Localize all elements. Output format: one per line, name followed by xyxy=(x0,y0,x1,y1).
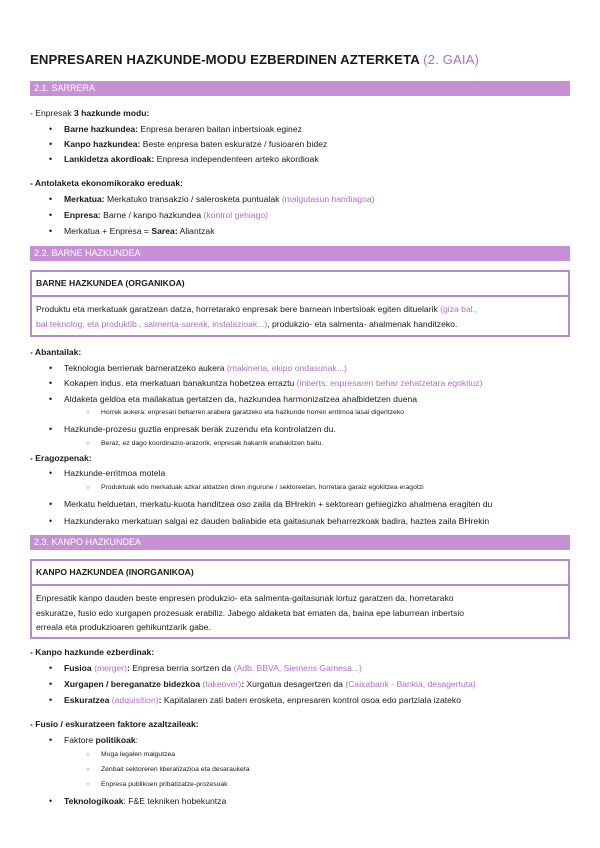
bullet-icon: • xyxy=(49,424,53,434)
models-heading: - Antolaketa ekonomikorako ereduak: xyxy=(30,178,183,188)
list-item: Xurgapen / bereganatze bidezkoa (takeover): Xurgatua desagertzen da (Caixabank - Bankia, desagertuta) xyxy=(64,679,476,689)
page-title: ENPRESAREN HAZKUNDE-MODU EZBERDINEN AZTERKETA (2. GAIA) xyxy=(30,52,480,67)
list-item: Merkatu helduetan, merkatu-kuota handitzea oso zaila da BHrekin + sektorean gehiegizko ahalmena eragiten du xyxy=(64,499,493,509)
list-item: Fusioa (merger): Enpresa berria sortzen da (Adb. BBVA, Siemens Gamesa...) xyxy=(64,663,362,673)
list-item: Eskuratzea (adquisition): Kapitalaren zati baten erosketa, enpresaren kontrol osoa edo partziala izateko xyxy=(64,695,462,705)
box-body: Enpresatik kanpo dauden beste enpresen produkzio- eta salmenta-gaitasunak lortuz garatzen da, horretarako eskuratze, fusio edo xurgapen prozesuak erabiliz. Jabego aldaketa bat ematen da, baina epe laburrean inbertsio erreala eta produkzioaren gehikuntzarik gabe. xyxy=(36,593,465,632)
sub-item: Muga legalen malgutzea xyxy=(101,751,176,758)
list-item: Kokapen indus. eta merkatuan banakuntza hobetzea erraztu (inberts. enpresaren behar zehatzetara egokituz) xyxy=(64,378,483,388)
circle-bullet-icon: ○ xyxy=(86,410,90,416)
sub-item: Enpresa publikoen pribatizatze-prozesuak xyxy=(101,781,228,788)
list-item: Lankidetza akordioak: Enpresa independenteen arteko akordioak xyxy=(64,154,319,164)
disadvantages-heading: - Eragozpenak: xyxy=(30,453,92,463)
bullet-icon: • xyxy=(49,154,53,164)
list-item: Enpresa: Barne / kanpo hazkundea (kontrol gehiago) xyxy=(64,210,269,220)
circle-bullet-icon: ○ xyxy=(86,752,90,758)
box-body: Produktu eta merkatuak garatzean datza, horretarako enpresak bere barnean inbertsioak egiten dituelarik (giza bal., bal teknolog. eta produktib., salmenta-sareak, instalazioak...), produkzio- eta salmenta- ahalmenak handitzeko. xyxy=(36,304,478,329)
list-item: Teknologikoak: F&E tekniken hobekuntza xyxy=(64,796,227,806)
definition-box-barne xyxy=(30,270,570,337)
bullet-icon: • xyxy=(49,679,53,689)
growth-modes-intro: - Enpresak 3 hazkunde modu: xyxy=(30,108,150,118)
bullet-icon: • xyxy=(49,226,53,236)
sub-item: Beraz, ez dago koordinazio-arazorik, enpresak bakarrik erabakitzen baitu. xyxy=(101,440,324,447)
list-item: Aldaketa geldoa eta mailakatua gertatzen da, hazkundea harmonizatzea ahalbidetzen duena xyxy=(64,394,418,404)
list-item: Faktore politikoak: xyxy=(64,735,139,745)
bullet-icon: • xyxy=(49,695,53,705)
section-bar-sarrera: 2.1. SARRERA xyxy=(30,81,570,96)
definition-box-kanpo xyxy=(30,559,570,639)
bullet-icon: • xyxy=(49,139,53,149)
list-item: Hazkunde-prozesu guztia enpresak berak zuzendu eta kontrolatzen du. xyxy=(64,424,336,434)
bullet-icon: • xyxy=(49,124,53,134)
bullet-icon: • xyxy=(49,194,53,204)
list-item: Merkatua: Merkatuko transakzio / salerosketa puntualak (malgutasun handiagoa) xyxy=(64,194,375,204)
circle-bullet-icon: ○ xyxy=(86,767,90,773)
advantages-heading: - Abantailak: xyxy=(30,347,82,357)
list-item: Barne hazkundea: Enpresa beraren baitan inbertsioak eginez xyxy=(64,124,302,134)
factors-heading: - Fusio / eskuratzeen faktore azaltzaileak: xyxy=(30,719,199,729)
bullet-icon: • xyxy=(49,796,53,806)
list-item: Hazkunde-erritmoa motela xyxy=(64,468,166,478)
bullet-icon: • xyxy=(49,394,53,404)
circle-bullet-icon: ○ xyxy=(86,441,90,447)
section-bar-barne: 2.2. BARNE HAZKUNDEA xyxy=(30,246,570,261)
list-item: Hazkunderako merkatuan salgai ez dauden baliabide eta gaitasunak beharrezkoak badira, haztea zaila BHrekin xyxy=(64,516,490,526)
bullet-icon: • xyxy=(49,363,53,373)
box-heading: KANPO HAZKUNDEA (INORGANIKOA) xyxy=(32,561,568,586)
list-item: Teknologia berrienak barneratzeko aukera (makineria, ekipo ondasunak...) xyxy=(64,363,347,373)
list-item: Kanpo hazkundea: Beste enpresa baten eskuratze / fusioaren bidez xyxy=(64,139,328,149)
circle-bullet-icon: ○ xyxy=(86,782,90,788)
bullet-icon: • xyxy=(49,210,53,220)
bullet-icon: • xyxy=(49,378,53,388)
list-item: Merkatua + Enpresa = Sarea: Aliantzak xyxy=(64,226,215,236)
bullet-icon: • xyxy=(49,468,53,478)
section-bar-kanpo: 2.3. KANPO HAZKUNDEA xyxy=(30,535,570,550)
bullet-icon: • xyxy=(49,516,53,526)
sub-item: Zenbait sektoreren liberalizazioa eta desarauketa xyxy=(101,766,250,773)
topic-label: (2. GAIA) xyxy=(423,52,480,67)
sub-item: Produktuak edo merkatuak azkar aldatzen diren ingurune / sektoreetan, horretara garaiz egokitzea eragotzi xyxy=(101,484,424,491)
external-types-heading: - Kanpo hazkunde ezberdinak: xyxy=(30,647,155,657)
sub-item: Horrek aukera: enpresari beharren arabera garatzeko eta hazkunde horren erritmoa lasai digeritzeko xyxy=(101,409,405,416)
bullet-icon: • xyxy=(49,735,53,745)
bullet-icon: • xyxy=(49,499,53,509)
bullet-icon: • xyxy=(49,663,53,673)
circle-bullet-icon: ○ xyxy=(86,485,90,491)
box-heading: BARNE HAZKUNDEA (ORGANIKOA) xyxy=(32,272,568,297)
